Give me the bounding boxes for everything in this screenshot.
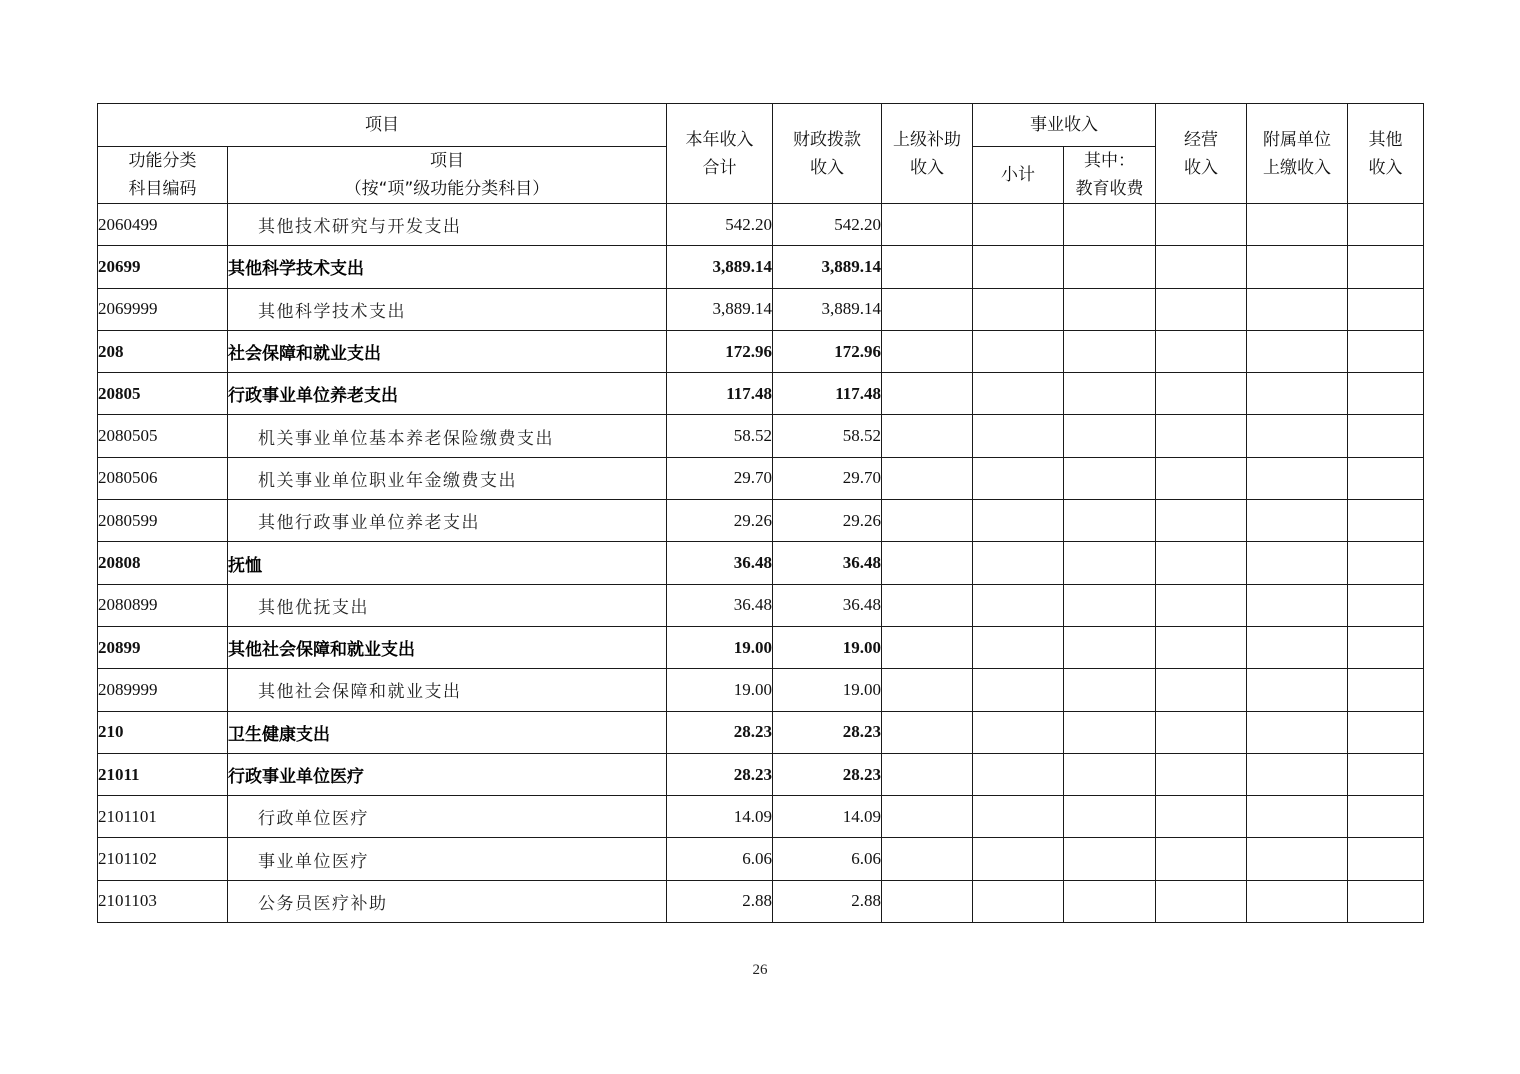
header-affiliated-line2: 上缴收入 <box>1263 157 1331 178</box>
cell-operating <box>1156 711 1247 753</box>
cell-education-fee <box>1064 838 1156 880</box>
cell-other <box>1348 753 1424 795</box>
header-item-name-line2: （按“项”级功能分类科目） <box>344 179 550 199</box>
cell-total: 3,889.14 <box>667 288 773 330</box>
cell-superior <box>882 880 973 922</box>
cell-fiscal: 36.48 <box>773 542 882 584</box>
cell-item-name: 社会保障和就业支出 <box>228 330 667 372</box>
cell-item-name: 行政事业单位养老支出 <box>228 373 667 415</box>
cell-education-fee <box>1064 246 1156 288</box>
cell-business-subtotal <box>973 584 1064 626</box>
cell-education-fee <box>1064 330 1156 372</box>
cell-affiliated <box>1247 711 1348 753</box>
cell-other <box>1348 542 1424 584</box>
cell-fiscal: 28.23 <box>773 711 882 753</box>
cell-code: 2080505 <box>98 415 228 457</box>
cell-operating <box>1156 288 1247 330</box>
cell-fiscal: 19.00 <box>773 626 882 668</box>
cell-code: 20808 <box>98 542 228 584</box>
table-row <box>98 204 1424 246</box>
cell-total: 6.06 <box>667 838 773 880</box>
cell-operating <box>1156 584 1247 626</box>
table-row <box>98 288 1424 330</box>
cell-superior <box>882 626 973 668</box>
cell-business-subtotal <box>973 669 1064 711</box>
cell-operating <box>1156 626 1247 668</box>
cell-code: 210 <box>98 711 228 753</box>
cell-business-subtotal <box>973 288 1064 330</box>
cell-item-name: 抚恤 <box>228 542 667 584</box>
cell-other <box>1348 288 1424 330</box>
header-operating-line1: 经营 <box>1184 129 1218 150</box>
cell-superior <box>882 415 973 457</box>
table-row <box>98 626 1424 668</box>
header-business-group: 事业收入 <box>973 104 1156 147</box>
cell-other <box>1348 330 1424 372</box>
cell-other <box>1348 500 1424 542</box>
table-row <box>98 880 1424 922</box>
header-education-fee <box>1064 147 1156 204</box>
cell-business-subtotal <box>973 330 1064 372</box>
cell-affiliated <box>1247 796 1348 838</box>
cell-operating <box>1156 880 1247 922</box>
cell-education-fee <box>1064 711 1156 753</box>
cell-business-subtotal <box>973 711 1064 753</box>
header-education-fee-line2: 教育收费 <box>1075 179 1144 199</box>
cell-fiscal: 28.23 <box>773 753 882 795</box>
header-func-code <box>98 147 228 204</box>
cell-affiliated <box>1247 542 1348 584</box>
cell-superior <box>882 288 973 330</box>
cell-education-fee <box>1064 796 1156 838</box>
cell-business-subtotal <box>973 753 1064 795</box>
cell-other <box>1348 373 1424 415</box>
cell-education-fee <box>1064 584 1156 626</box>
cell-affiliated <box>1247 880 1348 922</box>
cell-superior <box>882 330 973 372</box>
cell-fiscal: 172.96 <box>773 330 882 372</box>
cell-code: 2080506 <box>98 457 228 499</box>
cell-business-subtotal <box>973 415 1064 457</box>
cell-education-fee <box>1064 204 1156 246</box>
cell-superior <box>882 204 973 246</box>
cell-education-fee <box>1064 373 1156 415</box>
cell-total: 172.96 <box>667 330 773 372</box>
cell-item-name: 事业单位医疗 <box>228 838 667 880</box>
cell-superior <box>882 711 973 753</box>
header-fiscal-line1: 财政拨款 <box>793 129 861 150</box>
cell-item-name: 其他科学技术支出 <box>228 246 667 288</box>
cell-fiscal: 542.20 <box>773 204 882 246</box>
cell-other <box>1348 204 1424 246</box>
cell-education-fee <box>1064 500 1156 542</box>
cell-item-name: 其他科学技术支出 <box>228 288 667 330</box>
cell-operating <box>1156 796 1247 838</box>
cell-code: 208 <box>98 330 228 372</box>
header-other-line1: 其他 <box>1368 129 1403 150</box>
cell-other <box>1348 457 1424 499</box>
cell-item-name: 其他技术研究与开发支出 <box>228 204 667 246</box>
cell-item-name: 其他社会保障和就业支出 <box>228 669 667 711</box>
cell-affiliated <box>1247 288 1348 330</box>
cell-total: 36.48 <box>667 584 773 626</box>
header-subtotal: 小计 <box>973 147 1064 204</box>
cell-fiscal: 29.70 <box>773 457 882 499</box>
cell-total: 542.20 <box>667 204 773 246</box>
cell-total: 58.52 <box>667 415 773 457</box>
table-row <box>98 500 1424 542</box>
cell-code: 2101101 <box>98 796 228 838</box>
cell-superior <box>882 500 973 542</box>
cell-other <box>1348 626 1424 668</box>
header-operating-line2: 收入 <box>1184 157 1218 178</box>
cell-education-fee <box>1064 542 1156 584</box>
header-item-name-line1: 项目 <box>430 151 464 171</box>
cell-other <box>1348 246 1424 288</box>
header-affiliated-line1: 附属单位 <box>1263 129 1331 150</box>
cell-operating <box>1156 457 1247 499</box>
header-total-line2: 合计 <box>702 157 737 178</box>
cell-business-subtotal <box>973 500 1064 542</box>
cell-business-subtotal <box>973 204 1064 246</box>
cell-item-name: 机关事业单位基本养老保险缴费支出 <box>228 415 667 457</box>
cell-affiliated <box>1247 753 1348 795</box>
cell-fiscal: 3,889.14 <box>773 288 882 330</box>
cell-superior <box>882 796 973 838</box>
cell-other <box>1348 415 1424 457</box>
cell-code: 2080599 <box>98 500 228 542</box>
cell-education-fee <box>1064 415 1156 457</box>
cell-code: 2101103 <box>98 880 228 922</box>
cell-total: 28.23 <box>667 753 773 795</box>
cell-business-subtotal <box>973 542 1064 584</box>
cell-education-fee <box>1064 669 1156 711</box>
table-row <box>98 542 1424 584</box>
cell-affiliated <box>1247 584 1348 626</box>
cell-operating <box>1156 838 1247 880</box>
cell-item-name: 机关事业单位职业年金缴费支出 <box>228 457 667 499</box>
cell-business-subtotal <box>973 838 1064 880</box>
header-superior-line1: 上级补助 <box>893 129 961 150</box>
header-other-line2: 收入 <box>1368 157 1403 178</box>
table-row <box>98 711 1424 753</box>
cell-operating <box>1156 204 1247 246</box>
table-row <box>98 330 1424 372</box>
table-row <box>98 669 1424 711</box>
header-item-name <box>228 147 667 204</box>
cell-code: 20899 <box>98 626 228 668</box>
cell-education-fee <box>1064 626 1156 668</box>
cell-other <box>1348 838 1424 880</box>
cell-operating <box>1156 330 1247 372</box>
cell-fiscal: 19.00 <box>773 669 882 711</box>
cell-superior <box>882 584 973 626</box>
cell-total: 19.00 <box>667 626 773 668</box>
cell-education-fee <box>1064 753 1156 795</box>
cell-fiscal: 14.09 <box>773 796 882 838</box>
cell-operating <box>1156 373 1247 415</box>
cell-total: 36.48 <box>667 542 773 584</box>
header-education-fee-line1: 其中： <box>1084 151 1135 171</box>
header-other <box>1348 104 1424 204</box>
header-project-group: 项目 <box>98 104 667 147</box>
cell-total: 28.23 <box>667 711 773 753</box>
cell-superior <box>882 542 973 584</box>
cell-superior <box>882 838 973 880</box>
header-func-code-line2: 科目编码 <box>128 179 197 199</box>
cell-fiscal: 6.06 <box>773 838 882 880</box>
cell-operating <box>1156 669 1247 711</box>
cell-total: 3,889.14 <box>667 246 773 288</box>
cell-affiliated <box>1247 838 1348 880</box>
table-row <box>98 246 1424 288</box>
cell-business-subtotal <box>973 796 1064 838</box>
cell-superior <box>882 669 973 711</box>
header-fiscal <box>773 104 882 204</box>
header-superior-line2: 收入 <box>910 157 944 178</box>
cell-other <box>1348 796 1424 838</box>
cell-item-name: 公务员医疗补助 <box>228 880 667 922</box>
cell-code: 2069999 <box>98 288 228 330</box>
cell-operating <box>1156 415 1247 457</box>
cell-other <box>1348 669 1424 711</box>
header-total-line1: 本年收入 <box>685 129 754 150</box>
cell-business-subtotal <box>973 626 1064 668</box>
table-row <box>98 373 1424 415</box>
cell-business-subtotal <box>973 457 1064 499</box>
cell-total: 19.00 <box>667 669 773 711</box>
header-func-code-line1: 功能分类 <box>128 151 197 171</box>
header-superior <box>882 104 973 204</box>
table-row <box>98 796 1424 838</box>
cell-superior <box>882 457 973 499</box>
cell-fiscal: 117.48 <box>773 373 882 415</box>
cell-item-name: 其他社会保障和就业支出 <box>228 626 667 668</box>
cell-item-name: 行政单位医疗 <box>228 796 667 838</box>
cell-affiliated <box>1247 500 1348 542</box>
cell-total: 2.88 <box>667 880 773 922</box>
cell-superior <box>882 753 973 795</box>
cell-education-fee <box>1064 288 1156 330</box>
table-body <box>98 204 1424 923</box>
cell-fiscal: 2.88 <box>773 880 882 922</box>
table-row <box>98 838 1424 880</box>
header-fiscal-line2: 收入 <box>810 157 844 178</box>
cell-affiliated <box>1247 415 1348 457</box>
cell-other <box>1348 584 1424 626</box>
cell-item-name: 行政事业单位医疗 <box>228 753 667 795</box>
cell-affiliated <box>1247 626 1348 668</box>
cell-other <box>1348 711 1424 753</box>
table-row <box>98 753 1424 795</box>
cell-affiliated <box>1247 669 1348 711</box>
cell-affiliated <box>1247 330 1348 372</box>
cell-fiscal: 29.26 <box>773 500 882 542</box>
table-row <box>98 457 1424 499</box>
cell-fiscal: 3,889.14 <box>773 246 882 288</box>
cell-superior <box>882 246 973 288</box>
cell-superior <box>882 373 973 415</box>
cell-total: 14.09 <box>667 796 773 838</box>
table-row <box>98 584 1424 626</box>
cell-education-fee <box>1064 880 1156 922</box>
cell-code: 20699 <box>98 246 228 288</box>
cell-operating <box>1156 246 1247 288</box>
cell-item-name: 其他行政事业单位养老支出 <box>228 500 667 542</box>
cell-business-subtotal <box>973 880 1064 922</box>
cell-business-subtotal <box>973 373 1064 415</box>
cell-code: 2060499 <box>98 204 228 246</box>
cell-operating <box>1156 542 1247 584</box>
cell-total: 117.48 <box>667 373 773 415</box>
cell-code: 2080899 <box>98 584 228 626</box>
cell-code: 20805 <box>98 373 228 415</box>
cell-affiliated <box>1247 246 1348 288</box>
cell-item-name: 卫生健康支出 <box>228 711 667 753</box>
cell-operating <box>1156 500 1247 542</box>
cell-item-name: 其他优抚支出 <box>228 584 667 626</box>
cell-affiliated <box>1247 373 1348 415</box>
cell-fiscal: 58.52 <box>773 415 882 457</box>
table-row <box>98 415 1424 457</box>
header-affiliated <box>1247 104 1348 204</box>
cell-code: 21011 <box>98 753 228 795</box>
cell-education-fee <box>1064 457 1156 499</box>
cell-total: 29.26 <box>667 500 773 542</box>
cell-fiscal: 36.48 <box>773 584 882 626</box>
cell-business-subtotal <box>973 246 1064 288</box>
page-number: 26 <box>752 962 768 978</box>
cell-code: 2089999 <box>98 669 228 711</box>
cell-total: 29.70 <box>667 457 773 499</box>
cell-operating <box>1156 753 1247 795</box>
header-operating <box>1156 104 1247 204</box>
cell-affiliated <box>1247 204 1348 246</box>
header-total <box>667 104 773 204</box>
budget-income-table <box>97 103 1424 923</box>
cell-other <box>1348 880 1424 922</box>
cell-affiliated <box>1247 457 1348 499</box>
cell-code: 2101102 <box>98 838 228 880</box>
